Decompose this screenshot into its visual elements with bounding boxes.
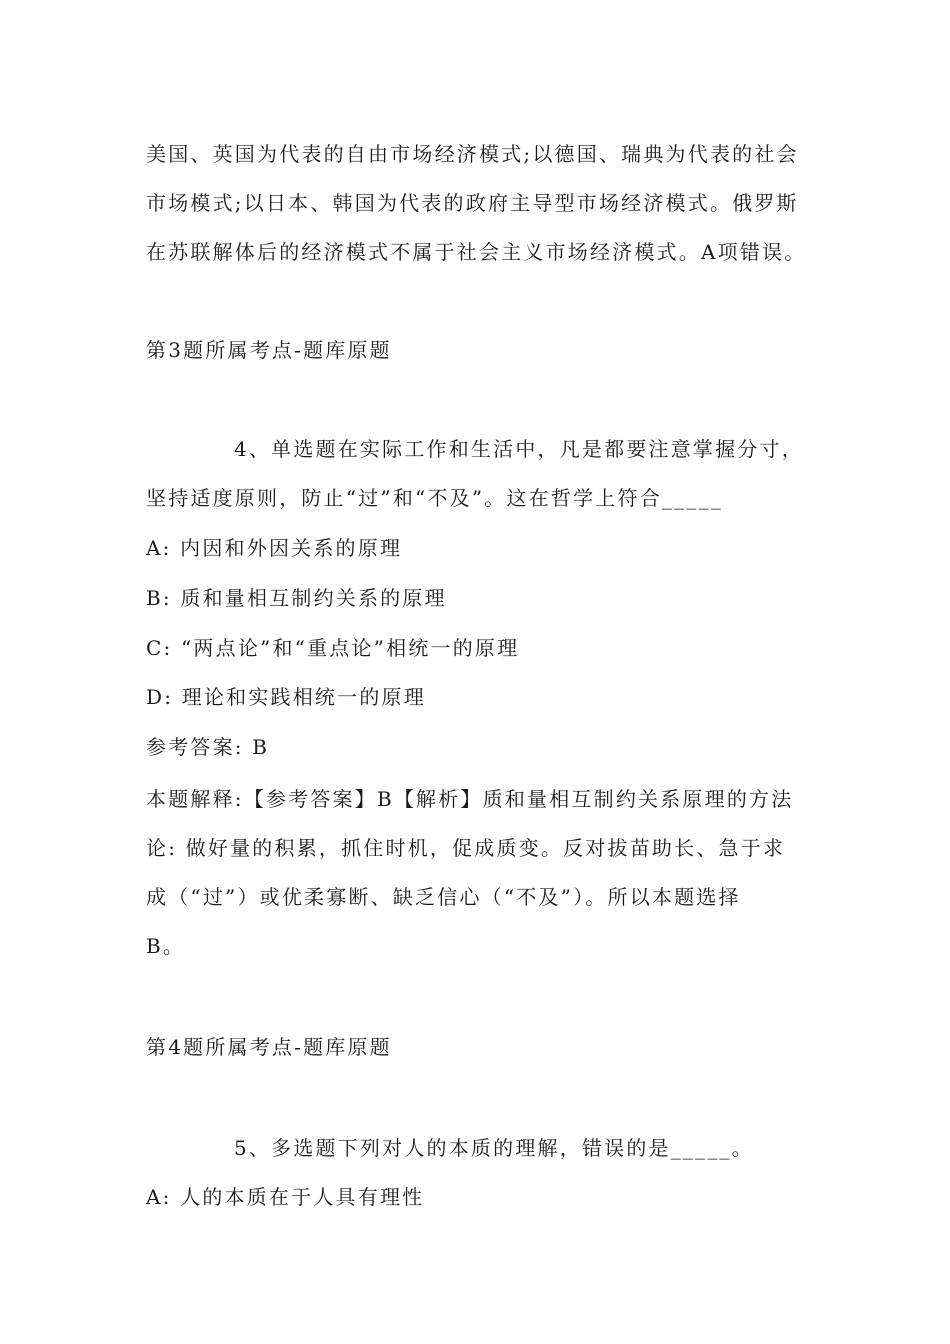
- q3-source-note: 第3题所属考点-题库原题: [146, 338, 392, 362]
- question-stem-line: 4、单选题在实际工作和生活中，凡是都要注意掌握分寸，: [234, 437, 804, 461]
- q4-explanation: [146, 775, 793, 971]
- explanation-line: 市场模式;以日本、韩国为代表的政府主导型市场经济模式。俄罗斯: [146, 191, 799, 215]
- question-stem-line: 坚持适度原则，防止“过”和“不及”。这在哲学上符合_____: [146, 486, 723, 510]
- q4-source-note: 第4题所属考点-题库原题: [146, 1035, 392, 1059]
- q5-option-a: A: 人的本质在于人具有理性: [146, 1185, 425, 1209]
- explanation-line: 在苏联解体后的经济模式不属于社会主义市场经济模式。A项错误。: [146, 240, 807, 264]
- explanation-line: 成（“过”）或优柔寡断、缺乏信心（“不及”）。所以本题选择: [146, 885, 741, 909]
- q4-option-b: B: 质和量相互制约关系的原理: [146, 586, 447, 610]
- explanation-line: 本题解释:【参考答案】B【解析】质和量相互制约关系原理的方法: [146, 787, 794, 811]
- explanation-line: B。: [146, 934, 186, 958]
- q4-answer: 参考答案: B: [146, 735, 270, 759]
- q4-option-c: C: “两点论”和“重点论”相统一的原理: [146, 636, 520, 660]
- q3-explanation: [146, 130, 806, 277]
- explanation-line: 论: 做好量的积累，抓住时机，促成质变。反对拔苗助长、急于求: [146, 836, 786, 860]
- q4-option-a: A: 内因和外因关系的原理: [146, 536, 403, 560]
- q4-option-d: D: 理论和实践相统一的原理: [146, 685, 426, 709]
- explanation-line: 美国、英国为代表的自由市场经济模式;以德国、瑞典为代表的社会: [146, 142, 799, 166]
- q5-stem: 5、多选题下列对人的本质的理解，错误的是_____。: [234, 1136, 754, 1160]
- q4-stem: [146, 425, 804, 523]
